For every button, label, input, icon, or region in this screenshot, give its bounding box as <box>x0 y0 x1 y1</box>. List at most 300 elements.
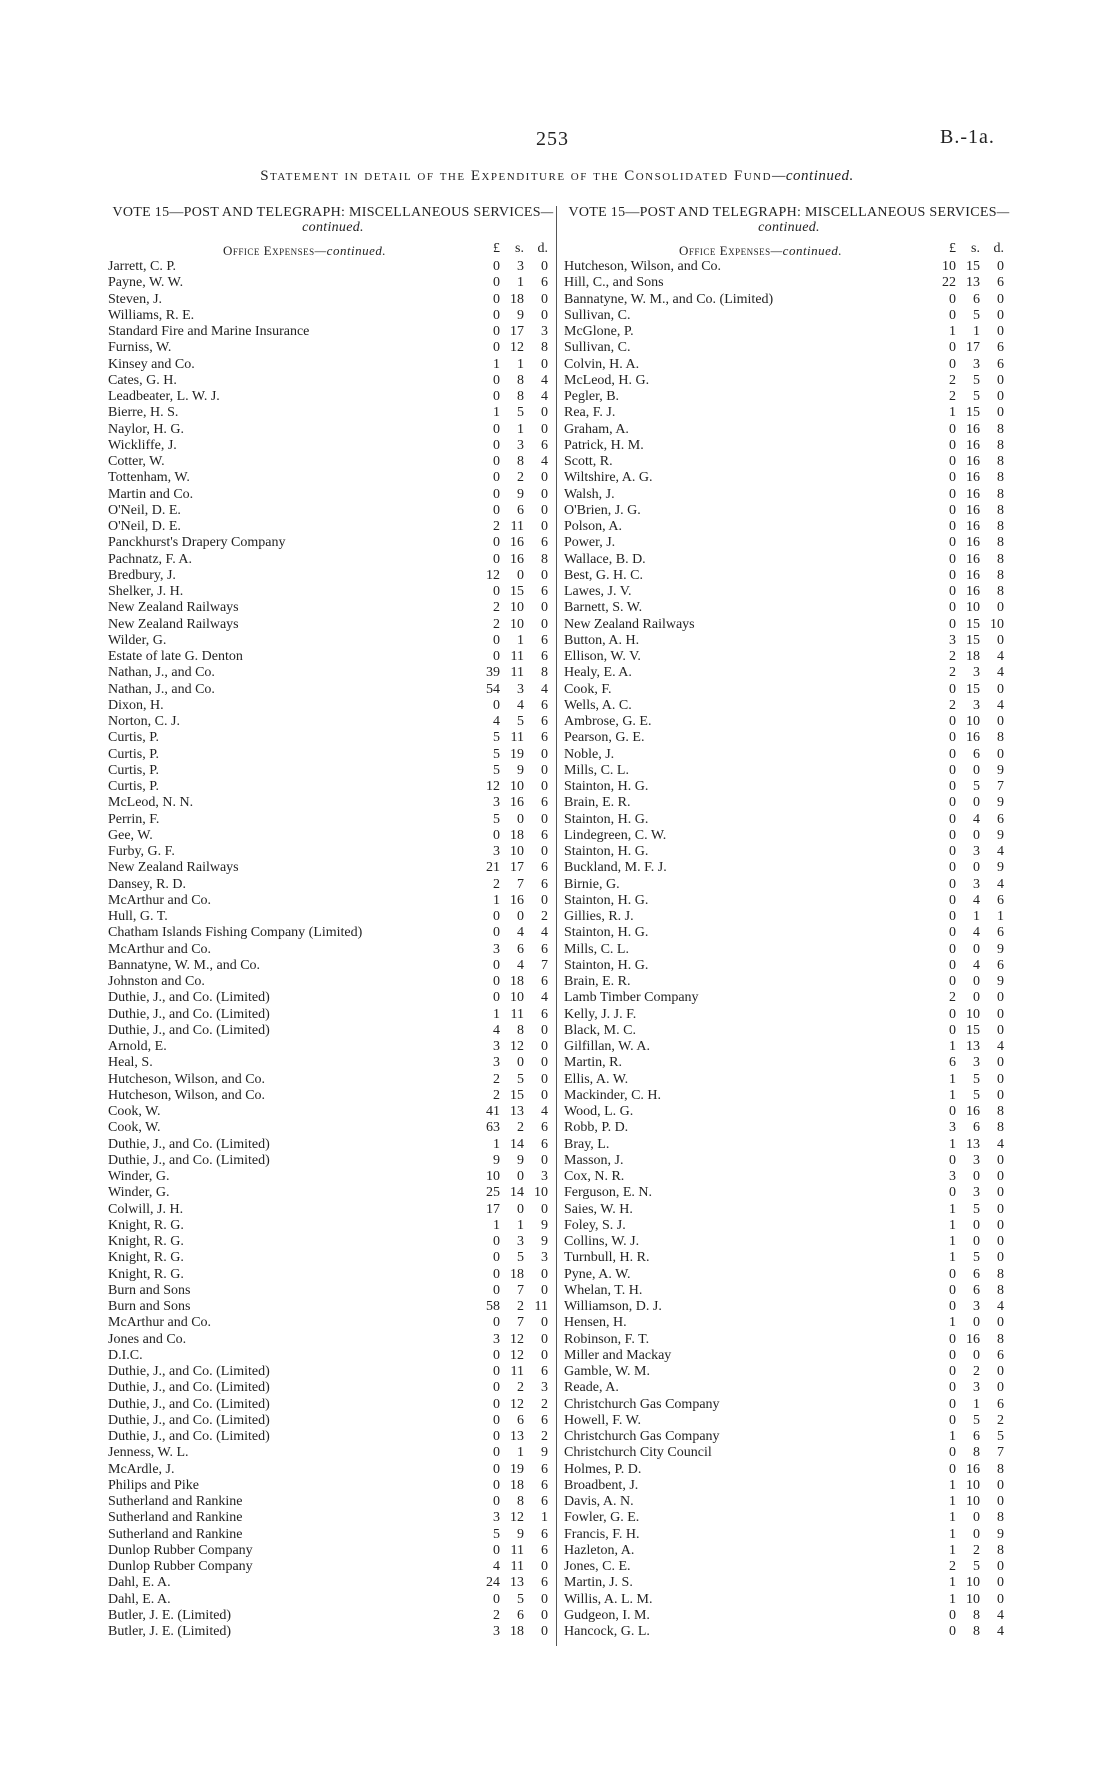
shillings-value: 5 <box>517 1591 524 1607</box>
pounds-value: 1 <box>949 324 956 339</box>
payee-name: McLeod, N. N. <box>108 795 194 811</box>
shillings-value: 1 <box>517 1445 524 1461</box>
pence-value: 3 <box>541 1169 548 1184</box>
payee-name: Willis, A. L. M. <box>564 1591 653 1607</box>
pounds-value: 1 <box>949 1039 956 1054</box>
payee-name: Martin and Co. <box>108 486 194 502</box>
shillings-value: 0 <box>973 1234 980 1249</box>
table-row <box>108 405 558 421</box>
shillings-value: 0 <box>517 811 524 827</box>
payee-name: Dunlop Rubber Company <box>108 1542 253 1558</box>
table-row <box>564 584 1014 600</box>
table-row <box>108 665 558 681</box>
payee-name: Davis, A. N. <box>564 1494 634 1509</box>
payee-name: Arnold, E. <box>108 1039 167 1054</box>
payee-name: McArthur and Co. <box>108 941 212 957</box>
pounds-value: 0 <box>493 990 500 1006</box>
shillings-value: 10 <box>966 714 980 729</box>
pence-value: 0 <box>541 1087 548 1103</box>
shillings-value: 18 <box>510 1266 524 1282</box>
table-row <box>108 909 558 925</box>
pence-value: 0 <box>997 1234 1004 1249</box>
pence-value: 0 <box>997 714 1004 729</box>
pence-value: 0 <box>541 259 548 274</box>
pounds-value: 4 <box>493 714 500 729</box>
shillings-value: 3 <box>517 259 524 274</box>
table-row <box>564 1543 1014 1559</box>
shillings-value: 6 <box>973 291 980 307</box>
pence-value: 0 <box>541 1152 548 1168</box>
shillings-value: 16 <box>966 519 980 534</box>
table-row <box>564 519 1014 535</box>
pounds-value: 0 <box>949 730 956 746</box>
pounds-value: 0 <box>949 470 956 486</box>
pence-value: 6 <box>541 1477 548 1493</box>
pence-value: 0 <box>541 600 548 616</box>
shillings-value: 15 <box>966 259 980 274</box>
pence-value: 0 <box>997 746 1004 762</box>
shillings-value: 3 <box>973 1055 980 1071</box>
pence-value: 6 <box>541 1461 548 1477</box>
payee-name: Hill, C., and Sons <box>564 275 664 291</box>
shillings-value: 18 <box>510 291 524 307</box>
table-row <box>108 1023 558 1039</box>
table-row <box>108 1527 558 1543</box>
pounds-value: 0 <box>949 1607 956 1623</box>
pence-value: 0 <box>997 1250 1004 1266</box>
payee-name: McArthur and Co. <box>108 892 212 908</box>
pence-value: 4 <box>997 649 1004 664</box>
left-entries <box>108 259 558 1640</box>
pence-value: 8 <box>997 421 1004 437</box>
shillings-value: 6 <box>973 1282 980 1298</box>
pence-value: 0 <box>997 1055 1004 1071</box>
pounds-value: 1 <box>493 1217 500 1233</box>
pence-value: 2 <box>997 1412 1004 1428</box>
pounds-value: 3 <box>493 1331 500 1347</box>
shillings-value: 7 <box>517 1282 524 1298</box>
pounds-value: 6 <box>949 1055 956 1071</box>
table-row <box>108 795 558 811</box>
pence-value: 0 <box>541 470 548 486</box>
payee-name: Birnie, G. <box>564 876 620 892</box>
page-title <box>0 168 1114 185</box>
shillings-value: 1 <box>517 421 524 437</box>
shillings-value: 0 <box>973 860 980 876</box>
pence-value: 0 <box>541 1071 548 1087</box>
shillings-value: 2 <box>517 1299 524 1314</box>
pounds-value: 0 <box>949 356 956 372</box>
table-row <box>108 324 558 340</box>
table-row <box>564 503 1014 519</box>
pence-value: 0 <box>997 1152 1004 1168</box>
shillings-value: 5 <box>517 714 524 729</box>
pounds-value: 12 <box>486 567 500 583</box>
payee-name: Butler, J. E. (Limited) <box>108 1607 232 1623</box>
shillings-value: 0 <box>517 567 524 583</box>
payee-name: Knight, R. G. <box>108 1250 184 1266</box>
payee-name: Hazleton, A. <box>564 1542 635 1558</box>
shillings-value: 0 <box>517 1169 524 1184</box>
pounds-value: 1 <box>493 892 500 908</box>
pounds-value: 0 <box>949 1331 956 1347</box>
shillings-value: 5 <box>973 372 980 388</box>
shillings-value: 4 <box>517 957 524 973</box>
payee-name: Gilfillan, W. A. <box>564 1039 650 1054</box>
pounds-value: 0 <box>949 681 956 697</box>
shillings-value: 5 <box>973 1412 980 1428</box>
pence-value: 1 <box>997 909 1004 924</box>
table-row <box>564 1397 1014 1413</box>
pence-value: 8 <box>997 437 1004 453</box>
pence-value: 5 <box>997 1429 1004 1444</box>
payee-name: Sullivan, C. <box>564 307 631 323</box>
shillings-value: 10 <box>510 600 524 616</box>
pence-value: 0 <box>541 1266 548 1282</box>
pounds-value: 0 <box>949 762 956 778</box>
payee-name: Sutherland and Rankine <box>108 1526 243 1542</box>
pounds-value: 9 <box>493 1152 500 1168</box>
pence-value: 11 <box>534 1299 548 1314</box>
payee-name: Lindegreen, C. W. <box>564 827 667 843</box>
shillings-value: 15 <box>510 1087 524 1103</box>
shillings-value: 5 <box>517 1250 524 1266</box>
pence-value: 6 <box>541 649 548 664</box>
table-row <box>564 974 1014 990</box>
pence-value: 0 <box>997 1169 1004 1184</box>
pence-header: d. <box>993 241 1004 256</box>
payee-name: O'Neil, D. E. <box>108 502 181 518</box>
pence-value: 8 <box>997 454 1004 469</box>
pounds-value: 0 <box>493 535 500 551</box>
table-row <box>108 1608 558 1624</box>
payee-name: Curtis, P. <box>108 730 159 746</box>
payee-name: Furniss, W. <box>108 340 172 356</box>
table-row <box>108 1429 558 1445</box>
table-row <box>108 535 558 551</box>
shillings-value: 8 <box>517 372 524 388</box>
vote-title-suffix: —continued. <box>302 205 554 235</box>
shillings-value: 12 <box>510 1347 524 1363</box>
payee-name: Dixon, H. <box>108 697 164 713</box>
payee-name: Cook, F. <box>564 681 612 697</box>
table-row <box>564 275 1014 291</box>
pence-value: 9 <box>541 1217 548 1233</box>
payee-name: Curtis, P. <box>108 746 159 762</box>
table-row <box>564 600 1014 616</box>
pence-value: 8 <box>541 551 548 567</box>
pence-value: 4 <box>997 1624 1004 1639</box>
table-row <box>108 340 558 356</box>
pence-value: 8 <box>997 551 1004 567</box>
pence-value: 6 <box>997 340 1004 356</box>
shillings-value: 6 <box>973 1429 980 1444</box>
pounds-value: 3 <box>949 1120 956 1136</box>
shillings-value: 0 <box>973 990 980 1006</box>
table-row <box>108 649 558 665</box>
payee-name: D.I.C. <box>108 1347 143 1363</box>
pounds-value: 0 <box>949 502 956 518</box>
table-row <box>108 373 558 389</box>
shillings-value: 16 <box>966 486 980 502</box>
pence-value: 0 <box>997 681 1004 697</box>
pounds-value: 0 <box>493 1445 500 1461</box>
pounds-value: 0 <box>949 779 956 794</box>
pence-value: 8 <box>997 1461 1004 1477</box>
pounds-value: 0 <box>493 454 500 469</box>
shillings-value: 6 <box>517 1607 524 1623</box>
payee-name: Graham, A. <box>564 421 629 437</box>
payee-name: Hensen, H. <box>564 1315 627 1331</box>
shillings-value: 16 <box>966 551 980 567</box>
shillings-value: 14 <box>510 1136 524 1152</box>
payee-name: Hancock, G. L. <box>564 1624 650 1639</box>
document-reference: B.-1a. <box>940 126 995 148</box>
pounds-value: 5 <box>493 730 500 746</box>
payee-name: Lamb Timber Company <box>564 990 699 1006</box>
shillings-value: 6 <box>973 1266 980 1282</box>
pounds-value: 1 <box>949 1234 956 1249</box>
shillings-value: 11 <box>510 1364 524 1379</box>
pounds-value: 3 <box>493 795 500 811</box>
payee-name: Ambrose, G. E. <box>564 714 652 729</box>
pounds-value: 0 <box>949 941 956 957</box>
shillings-value: 1 <box>973 1396 980 1412</box>
payee-name: Noble, J. <box>564 746 615 762</box>
payee-name: Robinson, F. T. <box>564 1331 650 1347</box>
payee-name: New Zealand Railways <box>108 860 239 876</box>
shillings-value: 4 <box>517 697 524 713</box>
table-row <box>108 357 558 373</box>
pounds-value: 0 <box>949 307 956 323</box>
pence-value: 7 <box>997 1445 1004 1461</box>
table-row <box>108 714 558 730</box>
table-row <box>564 324 1014 340</box>
table-row <box>108 1234 558 1250</box>
payee-name: Lawes, J. V. <box>564 584 632 599</box>
payee-name: Ellis, A. W. <box>564 1071 629 1087</box>
shillings-value: 0 <box>517 1055 524 1071</box>
pounds-value: 0 <box>493 1315 500 1331</box>
pence-value: 8 <box>997 730 1004 746</box>
payee-name: Power, J. <box>564 535 616 551</box>
table-row <box>564 405 1014 421</box>
table-row <box>108 1088 558 1104</box>
payee-name: O'Brien, J. G. <box>564 502 641 518</box>
pence-value: 4 <box>541 925 548 941</box>
pounds-value: 2 <box>493 616 500 632</box>
table-row <box>108 682 558 698</box>
pounds-value: 0 <box>493 632 500 648</box>
table-row <box>564 1088 1014 1104</box>
payee-name: Pachnatz, F. A. <box>108 551 193 567</box>
payee-name: Martin, J. S. <box>564 1575 633 1591</box>
pounds-value: 1 <box>949 1477 956 1493</box>
payee-name: Gudgeon, I. M. <box>564 1607 650 1623</box>
pounds-value: 0 <box>493 389 500 404</box>
shillings-value: 15 <box>966 616 980 632</box>
payee-name: Brain, E. R. <box>564 795 631 811</box>
payee-name: Sutherland and Rankine <box>108 1510 243 1526</box>
pence-value: 0 <box>541 291 548 307</box>
pence-value: 8 <box>997 1542 1004 1558</box>
payee-name: Payne, W. W. <box>108 275 184 291</box>
payee-name: Curtis, P. <box>108 779 159 794</box>
shillings-value: 16 <box>510 551 524 567</box>
pounds-value: 0 <box>493 372 500 388</box>
pence-value: 2 <box>541 1396 548 1412</box>
shillings-value: 10 <box>510 616 524 632</box>
shillings-value: 5 <box>973 779 980 794</box>
table-row <box>564 1039 1014 1055</box>
table-row <box>564 1348 1014 1364</box>
shillings-value: 8 <box>973 1445 980 1461</box>
table-row <box>108 568 558 584</box>
pence-value: 9 <box>997 1526 1004 1542</box>
shillings-value: 10 <box>966 1591 980 1607</box>
pence-value: 0 <box>997 600 1004 616</box>
shillings-value: 18 <box>966 649 980 664</box>
table-row <box>108 633 558 649</box>
payee-name: Martin, R. <box>564 1055 622 1071</box>
payee-name: McGlone, P. <box>564 324 634 339</box>
shillings-value: 0 <box>973 1526 980 1542</box>
payee-name: Curtis, P. <box>108 762 159 778</box>
shillings-value: 4 <box>973 925 980 941</box>
pounds-value: 0 <box>949 860 956 876</box>
table-row <box>564 1332 1014 1348</box>
table-row <box>108 1380 558 1396</box>
shillings-value: 11 <box>510 1559 524 1574</box>
payee-name: Mills, C. L. <box>564 941 629 957</box>
table-row <box>564 292 1014 308</box>
payee-name: Polson, A. <box>564 519 622 534</box>
shillings-value: 3 <box>973 697 980 713</box>
pounds-value: 0 <box>493 502 500 518</box>
table-row <box>108 990 558 1006</box>
section-label <box>223 243 386 259</box>
payee-name: Cates, G. H. <box>108 372 177 388</box>
shillings-value: 13 <box>966 1136 980 1152</box>
shillings-value: 0 <box>973 1510 980 1526</box>
payee-name: Button, A. H. <box>564 632 640 648</box>
pence-value: 4 <box>997 1136 1004 1152</box>
pounds-value: 10 <box>942 259 956 274</box>
pence-value: 4 <box>997 1299 1004 1314</box>
payee-name: Cotter, W. <box>108 454 165 469</box>
table-row <box>108 1072 558 1088</box>
pence-value: 0 <box>997 1071 1004 1087</box>
page-number: 253 <box>536 128 569 150</box>
table-row <box>564 1007 1014 1023</box>
shillings-value: 2 <box>517 1380 524 1396</box>
pence-value: 6 <box>541 535 548 551</box>
pence-value: 6 <box>541 795 548 811</box>
pence-value: 0 <box>997 632 1004 648</box>
pence-value: 0 <box>541 1201 548 1217</box>
pence-value: 6 <box>541 714 548 729</box>
pence-value: 0 <box>541 567 548 583</box>
table-row <box>108 1202 558 1218</box>
pence-value: 6 <box>541 827 548 843</box>
pounds-value: 0 <box>949 567 956 583</box>
pounds-value: 0 <box>949 1412 956 1428</box>
pounds-value: 0 <box>949 1624 956 1639</box>
pounds-value: 0 <box>493 957 500 973</box>
pounds-value: 1 <box>493 1136 500 1152</box>
table-row <box>564 714 1014 730</box>
shillings-value: 16 <box>966 470 980 486</box>
pounds-value: 0 <box>493 324 500 339</box>
pence-value: 6 <box>541 1526 548 1542</box>
shillings-value: 3 <box>973 356 980 372</box>
payee-name: Duthie, J., and Co. (Limited) <box>108 1364 270 1379</box>
payee-name: Black, M. C. <box>564 1022 636 1038</box>
table-row <box>564 617 1014 633</box>
pounds-value: 2 <box>493 519 500 534</box>
pounds-value: 0 <box>493 649 500 664</box>
pounds-value: 2 <box>949 665 956 681</box>
pence-value: 6 <box>541 730 548 746</box>
pounds-value: 5 <box>493 811 500 827</box>
pounds-value: 0 <box>493 1412 500 1428</box>
table-row <box>564 1137 1014 1153</box>
table-row <box>564 747 1014 763</box>
payee-name: Sullivan, C. <box>564 340 631 356</box>
pounds-value: 5 <box>493 762 500 778</box>
pence-value: 8 <box>541 665 548 681</box>
pence-value: 4 <box>541 990 548 1006</box>
pounds-value: 1 <box>949 1315 956 1331</box>
pounds-value: 0 <box>493 1234 500 1249</box>
table-row <box>564 942 1014 958</box>
table-row <box>108 259 558 275</box>
table-row <box>564 1380 1014 1396</box>
payee-name: Duthie, J., and Co. (Limited) <box>108 1429 270 1444</box>
pounds-value: 0 <box>493 1396 500 1412</box>
table-row <box>564 422 1014 438</box>
pounds-value: 1 <box>949 1510 956 1526</box>
table-row <box>564 1202 1014 1218</box>
payee-name: Panckhurst's Drapery Company <box>108 535 286 551</box>
shillings-value: 18 <box>510 827 524 843</box>
pence-value: 3 <box>541 324 548 339</box>
pounds-value: 0 <box>493 584 500 599</box>
pence-value: 0 <box>997 389 1004 404</box>
pounds-value: 3 <box>949 632 956 648</box>
payee-name: Collins, W. J. <box>564 1234 640 1249</box>
table-row <box>108 1494 558 1510</box>
pounds-value: 0 <box>949 600 956 616</box>
table-row <box>108 503 558 519</box>
table-row <box>564 1510 1014 1526</box>
pence-value: 8 <box>997 1120 1004 1136</box>
payee-name: Gamble, W. M. <box>564 1364 650 1379</box>
table-row <box>564 340 1014 356</box>
shillings-value: 3 <box>973 1152 980 1168</box>
pounds-value: 1 <box>949 1526 956 1542</box>
vote-title-text: VOTE 15—POST AND TELEGRAPH: MISCELLANEOUS SERVICES <box>112 205 541 220</box>
payee-name: Duthie, J., and Co. (Limited) <box>108 1152 270 1168</box>
pounds-value: 3 <box>493 941 500 957</box>
table-row <box>564 925 1014 941</box>
table-row <box>564 1445 1014 1461</box>
table-row <box>108 487 558 503</box>
pence-value: 8 <box>997 1266 1004 1282</box>
payee-name: Pearson, G. E. <box>564 730 645 746</box>
payee-name: Hutcheson, Wilson, and Co. <box>108 1071 266 1087</box>
pence-value: 4 <box>541 454 548 469</box>
